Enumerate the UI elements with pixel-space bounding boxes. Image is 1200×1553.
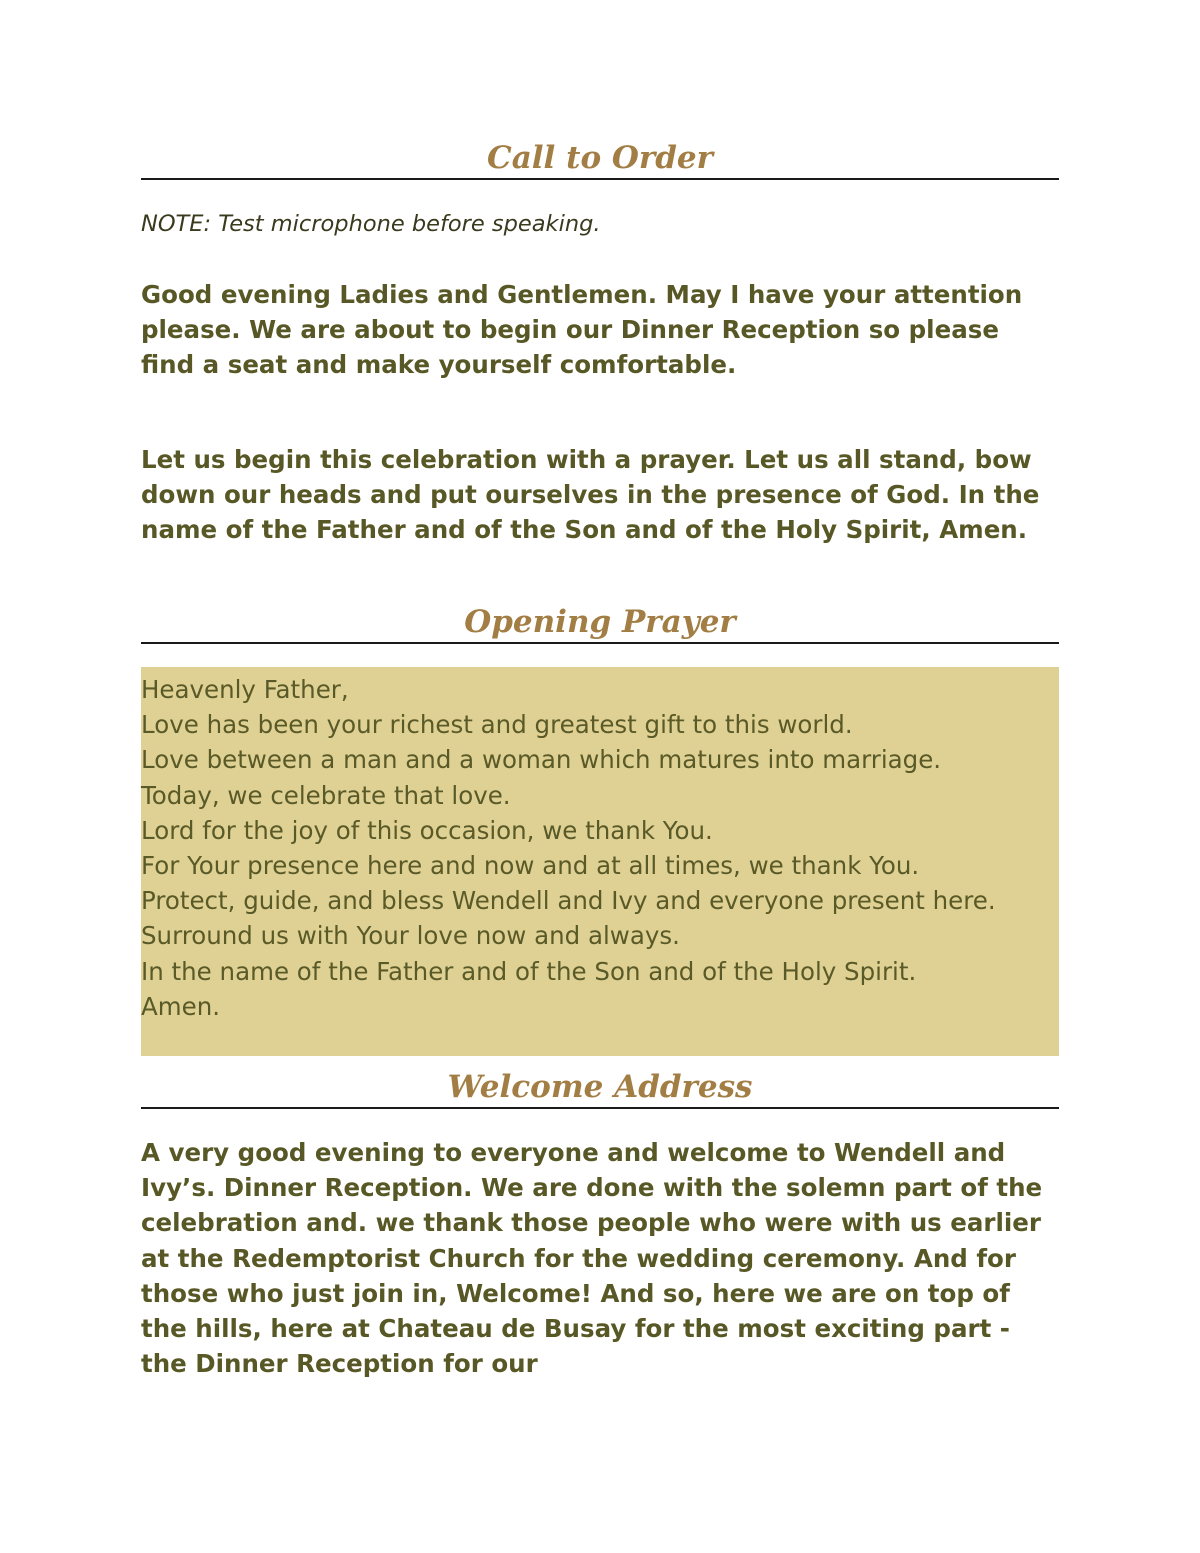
prayer-line: Love between a man and a woman which matures into marriage. [141, 745, 942, 775]
prayer-line: Love has been your richest and greatest gift to this world. [141, 710, 853, 740]
prayer-line: Lord for the joy of this occasion, we thank You. [141, 815, 713, 845]
welcome-paragraph: A very good evening to everyone and welcome to Wendell and Ivy’s. Dinner Reception. We are done with the solemn part of the celebration and. we thank those people who were with us earlier at the Redemptorist Church for the wedding ceremony. And for those who just join in, Welcome! And so, here we are on top of the hills, here at Chateau de Busay for the most exciting part - the Dinner Reception for our [141, 1138, 1043, 1379]
heading-call-to-order: Call to Order [141, 138, 1059, 180]
prayer-line: Protect, guide, and bless Wendell and Ivy and everyone present here. [141, 886, 996, 916]
heading-welcome-address: Welcome Address [141, 1067, 1059, 1109]
microphone-note: NOTE: Test microphone before speaking. [141, 211, 601, 237]
heading-opening-prayer: Opening Prayer [141, 602, 1059, 644]
prayer-line: For Your presence here and now and at all times, we thank You. [141, 851, 920, 881]
prayer-line: In the name of the Father and of the Son and of the Holy Spirit. [141, 956, 917, 986]
prayer-line: Surround us with Your love now and always. [141, 921, 680, 951]
prayer-line: Amen. [141, 991, 221, 1021]
prayer-line: Heavenly Father, [141, 675, 349, 704]
prayer-line: Today, we celebrate that love. [141, 780, 511, 810]
opening-prayer-box [141, 667, 1059, 1056]
prayer-invitation-paragraph: Let us begin this celebration with a prayer. Let us all stand, bow down our heads and put ourselves in the presence of God. In the name of the Father and of the Son and of the Holy Spirit, Amen. [141, 445, 1040, 545]
greeting-paragraph: Good evening Ladies and Gentlemen. May I have your attention please. We are about to begin our Dinner Reception so please find a seat and make yourself comfortable. [141, 280, 1023, 380]
